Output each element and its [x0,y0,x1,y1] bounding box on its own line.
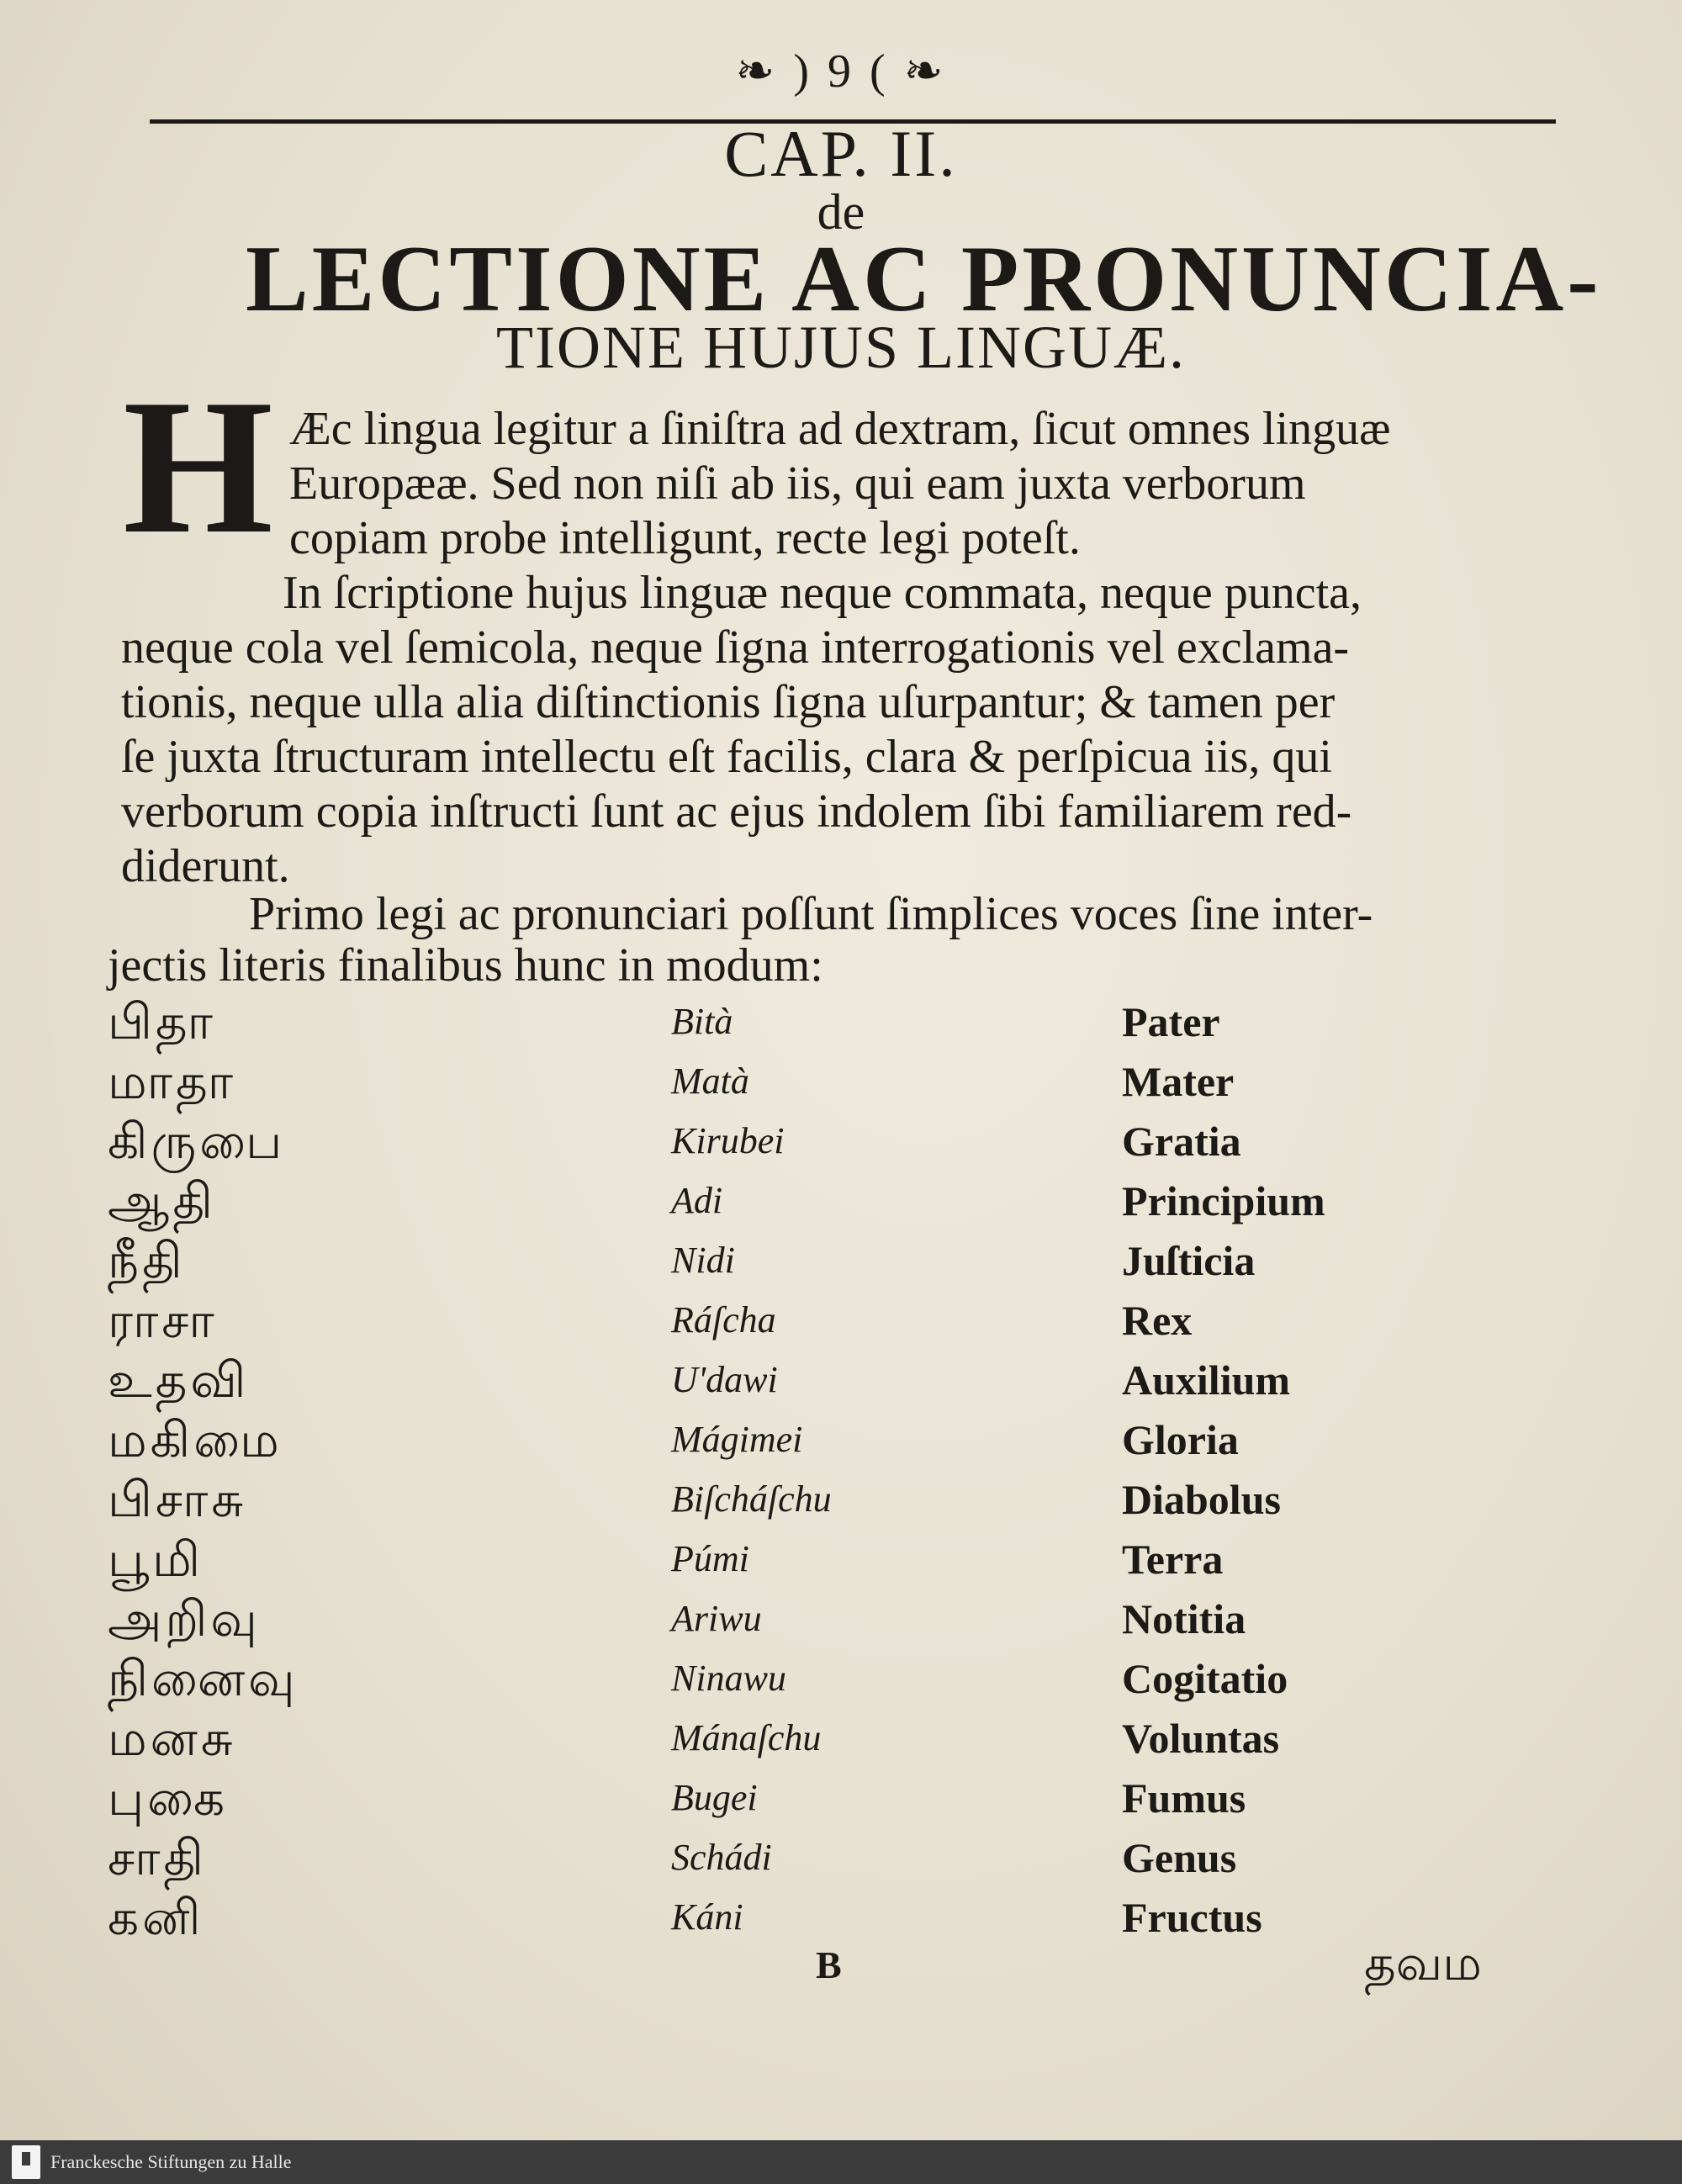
latin-meaning: Gloria [1122,1416,1239,1463]
tamil-word: கிருபை [108,1113,286,1170]
tamil-word: சாதி [108,1829,207,1886]
latin-meaning: Gratia [1122,1118,1241,1165]
transliteration: Bugei [671,1777,758,1818]
latin-meaning: Fructus [1122,1894,1262,1941]
tamil-word: புகை [108,1769,229,1827]
table-row [0,1530,1682,1589]
latin-meaning: Pater [1122,998,1220,1045]
table-row [0,1828,1682,1887]
tamil-word: ராசா [108,1292,218,1349]
body-line: tionis, neque ulla alia diſtinctionis ſigna uſurpantur; & tamen per [121,676,1336,728]
table-row [0,992,1682,1051]
tamil-word: மகிமை [108,1411,283,1468]
table-row [0,1589,1682,1648]
body-line: Æc lingua legitur a ſiniſtra ad dextram, ſicut omnes linguæ [289,403,1391,455]
latin-meaning: Rex [1122,1297,1193,1344]
latin-meaning: Voluntas [1122,1715,1280,1762]
transliteration: Adi [671,1180,723,1221]
body-line: Europææ. Sed non niſi ab iis, qui eam juxta verborum [289,457,1306,510]
transliteration: Matà [671,1060,749,1102]
latin-meaning: Genus [1122,1834,1237,1881]
body-line: ſe juxta ſtructuram intellectu eſt facilis, clara & perſpicua iis, qui [121,731,1332,783]
tamil-word: உதவி [108,1351,250,1409]
transliteration: Káni [671,1896,743,1938]
body-line: verborum copia inſtructi ſunt ac ejus indolem ſibi familiarem red- [121,785,1352,838]
transliteration: Schádi [671,1837,772,1878]
table-row [0,1410,1682,1469]
footer-bar [0,2140,1682,2184]
institution-logo-icon [12,2145,40,2179]
tamil-word: கனி [108,1889,204,1946]
body-line: diderunt. [121,840,290,892]
table-row [0,1769,1682,1827]
transliteration: Nidi [671,1240,735,1281]
transliteration: Mágimei [671,1419,803,1460]
transliteration: Kirubei [671,1120,785,1161]
latin-meaning: Terra [1122,1536,1224,1583]
title-line-1-text: LECTIONE AC PRONUNCIA- [246,227,1602,331]
table-row [0,1231,1682,1290]
transliteration: U'dawi [671,1359,778,1400]
table-row [0,1291,1682,1350]
tamil-word: ஆதி [108,1172,216,1229]
catchword: தவம [1364,1934,1482,1991]
tamil-word: பிசாசு [108,1471,247,1528]
transliteration: Ráſcha [671,1299,776,1341]
body-line: jectis literis finalibus hunc in modum: [108,939,823,992]
transliteration: Ninawu [671,1658,786,1699]
tamil-word: பூமி [108,1531,204,1588]
table-row [0,1351,1682,1409]
signature-mark: B [816,1943,842,1986]
latin-meaning: Mater [1122,1058,1235,1105]
tamil-word: நினைவு [108,1650,299,1707]
table-row [0,1470,1682,1529]
transliteration: Mánaſchu [671,1717,822,1758]
tamil-word: நீதி [108,1232,186,1289]
latin-meaning: Cogitatio [1122,1655,1288,1702]
body-line: In ſcriptione hujus linguæ neque commata, neque puncta, [283,567,1362,619]
latin-meaning: Auxilium [1122,1356,1291,1404]
latin-meaning: Diabolus [1122,1476,1281,1523]
latin-meaning: Notitia [1122,1595,1246,1642]
drop-cap: H [123,359,273,574]
tamil-word: மாதா [108,1053,237,1110]
transliteration: Bità [671,1001,733,1042]
body-line: Primo legi ac pronunciari poſſunt ſimplices voces ſine inter- [249,888,1373,940]
body-line: copiam probe intelligunt, recte legi poteſt. [289,512,1081,564]
tamil-word: பிதா [108,993,216,1050]
tamil-word: அறிவு [108,1590,261,1647]
body-line: neque cola vel ſemicola, neque ſigna interrogationis vel exclama- [121,621,1350,674]
latin-meaning: Juſticia [1122,1237,1256,1284]
page-number-ornament: ❧ ) 9 ( ❧ [735,45,947,98]
footer-credit: Franckesche Stiftungen zu Halle [50,2151,292,2172]
table-row [0,1112,1682,1171]
latin-meaning: Principium [1122,1177,1325,1224]
table-row [0,1649,1682,1708]
chapter-de: de [817,184,865,240]
tamil-word: மனசு [108,1710,236,1767]
latin-meaning: Fumus [1122,1774,1246,1822]
table-row [0,1052,1682,1111]
table-row [0,1171,1682,1230]
chapter-heading: CAP. II. [724,117,958,190]
transliteration: Púmi [671,1538,749,1579]
title-line-2: TIONE HUJUS LINGUÆ. [496,314,1186,381]
table-row [0,1709,1682,1768]
transliteration: Ariwu [671,1598,762,1639]
transliteration: Biſcháſchu [671,1478,832,1520]
